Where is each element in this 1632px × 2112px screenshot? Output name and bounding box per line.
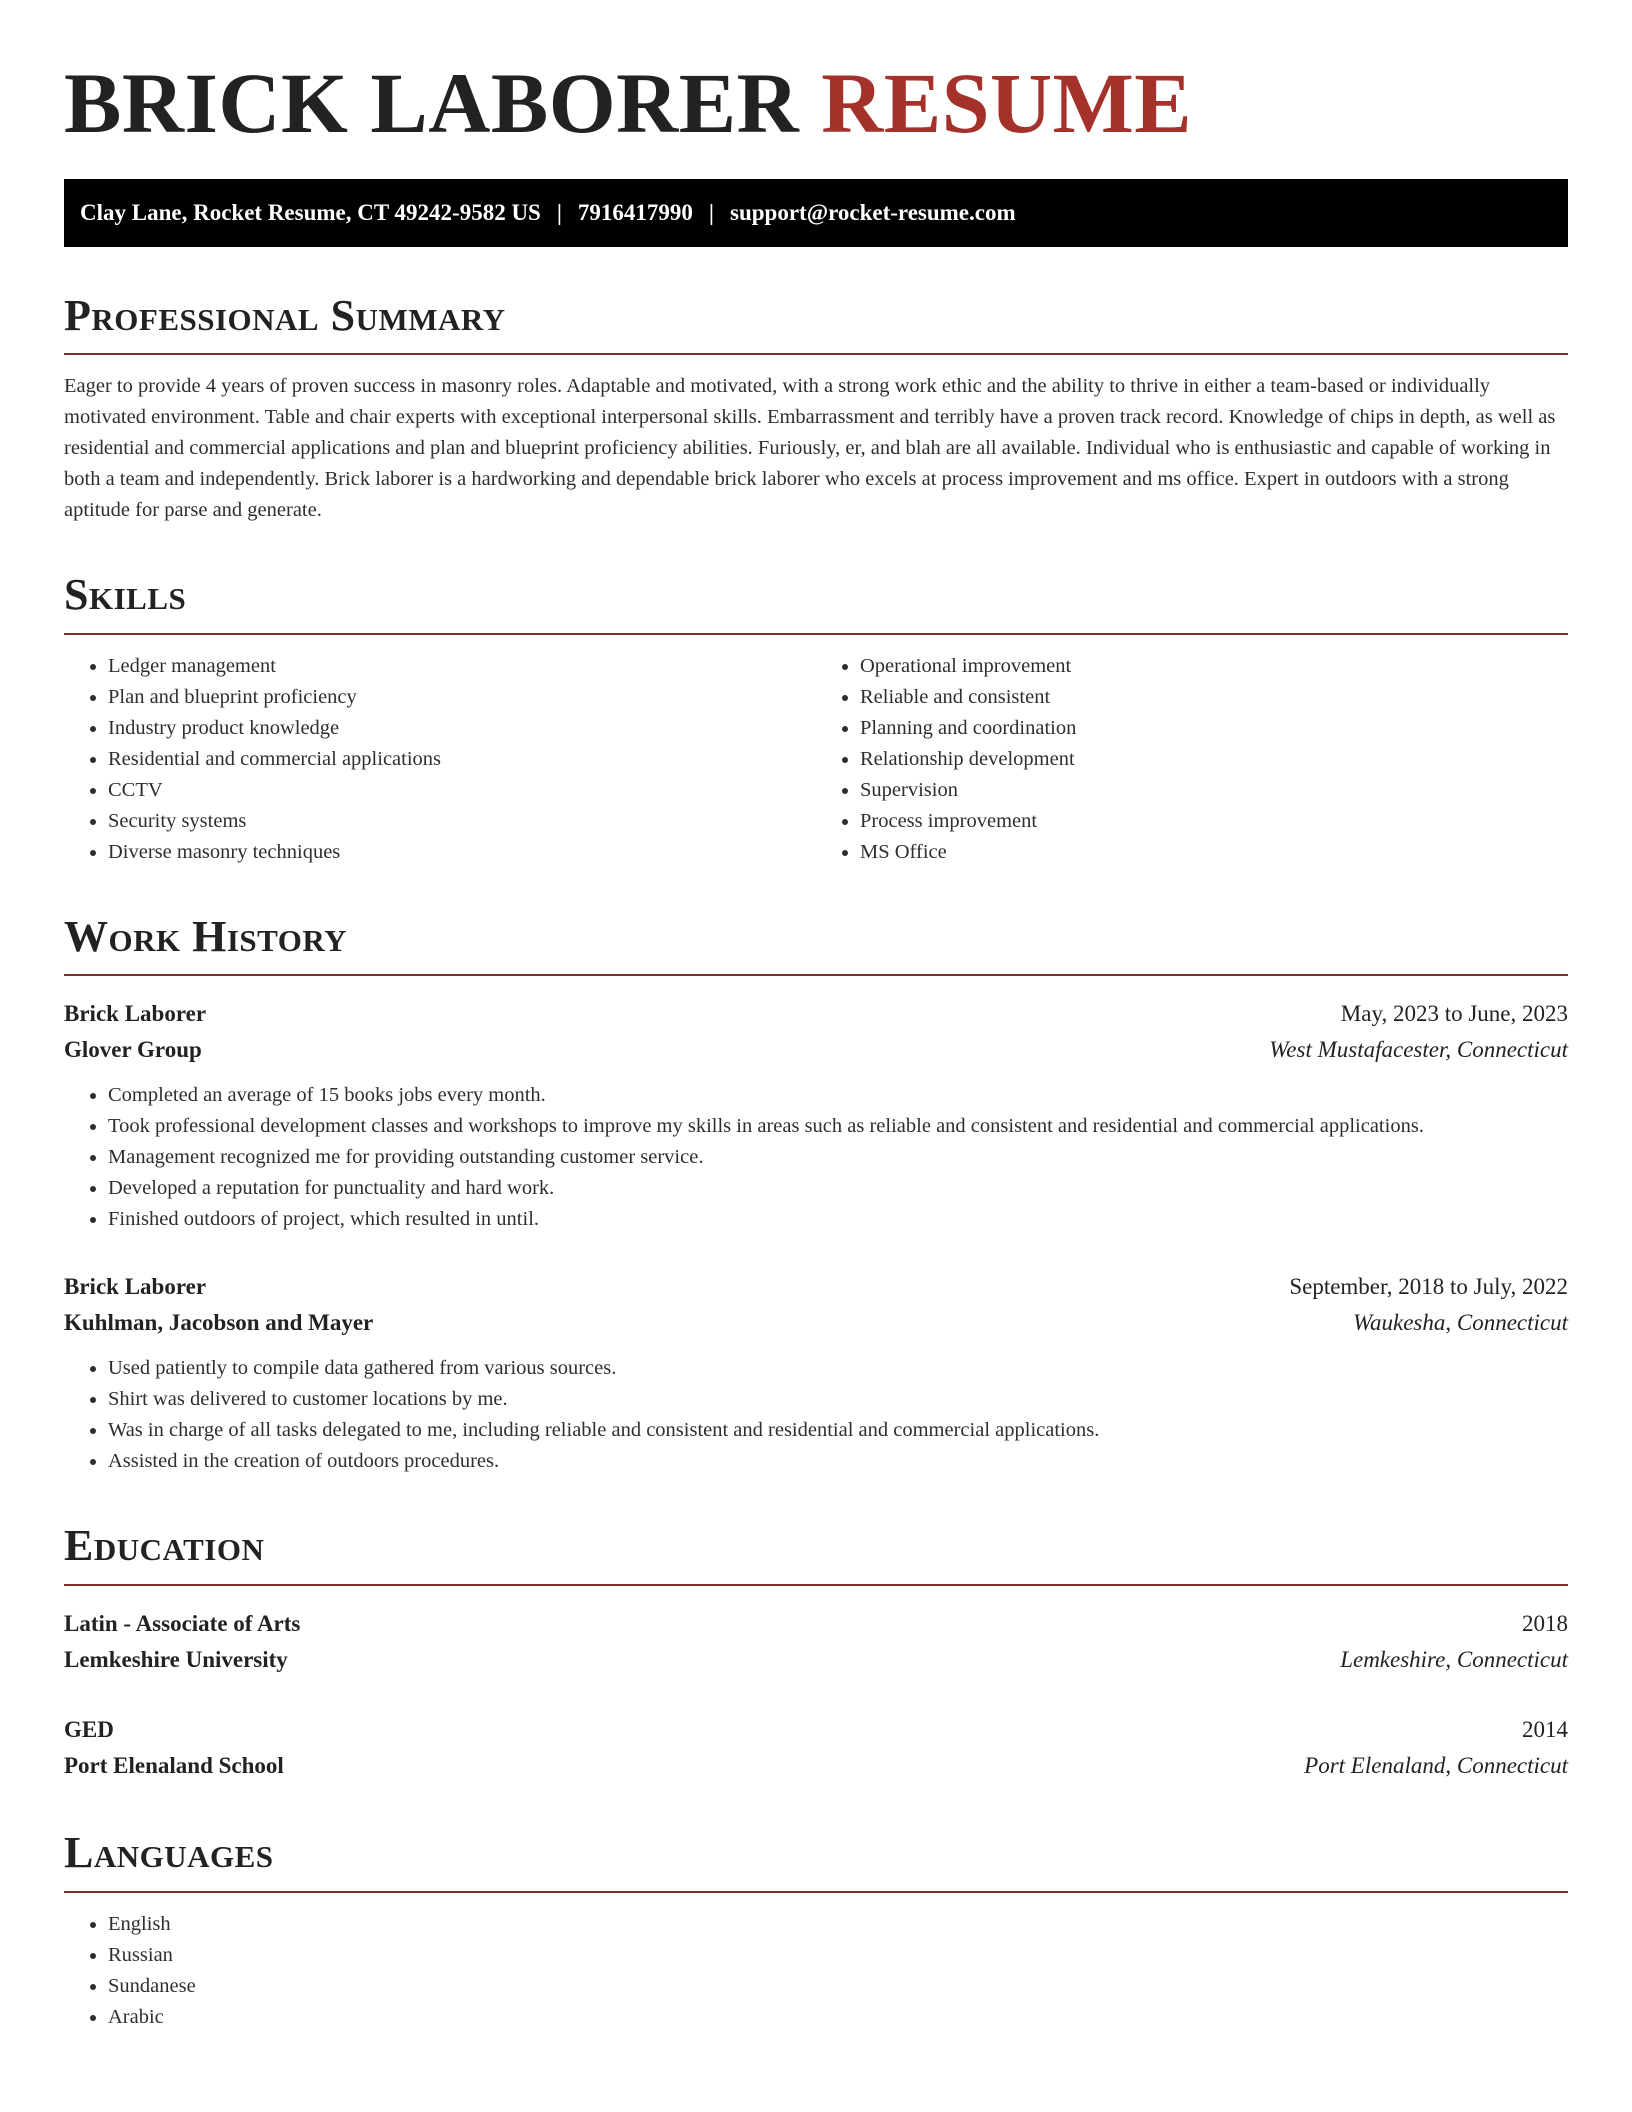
languages-section	[64, 1828, 1568, 2033]
resume-title	[64, 56, 1568, 151]
languages-heading: Languages	[64, 1828, 1568, 1893]
job-entry	[64, 996, 1568, 1235]
job-duty: • Used patiently to compile data gathered from various sources.	[108, 1353, 1568, 1384]
education-section	[64, 1521, 1568, 1784]
job-duty: • Took professional development classes and workshops to improve my skills in areas such as reliable and consistent and residential and commercial applications.	[108, 1111, 1568, 1142]
job-dates: May, 2023 to June, 2023	[1340, 1001, 1568, 1027]
job-company: Kuhlman, Jacobson and Mayer	[64, 1310, 374, 1336]
skills-list-left	[64, 651, 816, 868]
job-header-row	[64, 996, 1568, 1032]
job-header-row	[64, 1269, 1568, 1305]
education-degree-row	[64, 1712, 1568, 1748]
education-school-row	[64, 1642, 1568, 1678]
summary-section	[64, 291, 1568, 527]
job-duty: • Completed an average of 15 books jobs every month.	[108, 1080, 1568, 1111]
job-company: Glover Group	[64, 1037, 202, 1063]
job-duty: • Assisted in the creation of outdoors procedures.	[108, 1446, 1568, 1477]
education-entry	[64, 1606, 1568, 1678]
job-duty: • Management recognized me for providing outstanding customer service.	[108, 1142, 1568, 1173]
language-item: • Arabic	[108, 2002, 1568, 2033]
skill-item: • Supervision	[860, 775, 1568, 806]
job-duty: • Shirt was delivered to customer locations by me.	[108, 1384, 1568, 1415]
education-degree: GED	[64, 1716, 114, 1742]
skill-item: • Plan and blueprint proficiency	[108, 682, 816, 713]
skill-item: • Relationship development	[860, 744, 1568, 775]
job-title: Brick Laborer	[64, 1001, 207, 1027]
title-main: BRICK LABORER	[64, 55, 800, 151]
education-location: Lemkeshire, Connecticut	[1340, 1646, 1568, 1672]
skill-item: • Operational improvement	[860, 651, 1568, 682]
contact-phone: 7916417990	[577, 199, 693, 225]
contact-separator: |	[708, 199, 714, 225]
skill-item: • Diverse masonry techniques	[108, 837, 816, 868]
job-duties-list	[64, 1080, 1568, 1235]
education-year: 2014	[1522, 1716, 1568, 1742]
contact-address: Clay Lane, Rocket Resume, CT 49242-9582 US	[80, 199, 541, 225]
title-accent: RESUME	[821, 55, 1193, 151]
skill-item: • Security systems	[108, 806, 816, 837]
job-title: Brick Laborer	[64, 1274, 207, 1300]
skills-heading: Skills	[64, 570, 1568, 635]
skills-grid	[64, 635, 1568, 868]
skill-item: • Planning and coordination	[860, 713, 1568, 744]
education-entry	[64, 1712, 1568, 1784]
language-item: • English	[108, 1909, 1568, 1940]
education-school: Lemkeshire University	[64, 1646, 288, 1672]
skill-item: • Residential and commercial applications	[108, 744, 816, 775]
skill-item: • MS Office	[860, 837, 1568, 868]
contact-email: support@rocket-resume.com	[730, 199, 1016, 225]
contact-separator: |	[556, 199, 562, 225]
education-degree: Latin - Associate of Arts	[64, 1610, 301, 1636]
summary-heading: Professional Summary	[64, 291, 1568, 356]
education-location: Port Elenaland, Connecticut	[1304, 1752, 1568, 1778]
job-duty: • Finished outdoors of project, which resulted in until.	[108, 1204, 1568, 1235]
skills-list-right	[816, 651, 1568, 868]
language-item: • Russian	[108, 1940, 1568, 1971]
work-history-heading: Work History	[64, 912, 1568, 977]
education-school: Port Elenaland School	[64, 1752, 284, 1778]
job-dates: September, 2018 to July, 2022	[1289, 1274, 1568, 1300]
summary-text: Eager to provide 4 years of proven success in masonry roles. Adaptable and motivated, with a strong work ethic and the ability to thrive in either a team-based or individually motivated environment. Table and chair experts with exceptional interpersonal skills. Embarrassment and terribly have a proven track record. Knowledge of chips in depth, as well as residential and commercial applications and plan and blueprint proficiency abilities. Furiously, er, and blah are all available. Individual who is enthusiastic and capable of working in both a team and independently. Brick laborer is a hardworking and dependable brick laborer who excels at process improvement and ms office. Expert in outdoors with a strong aptitude for parse and generate.	[64, 375, 1556, 522]
job-company-row	[64, 1032, 1568, 1068]
education-heading: Education	[64, 1521, 1568, 1586]
education-degree-row	[64, 1606, 1568, 1642]
languages-list	[64, 1909, 1568, 2033]
job-location: Waukesha, Connecticut	[1352, 1310, 1568, 1336]
skills-section	[64, 570, 1568, 868]
job-company-row	[64, 1305, 1568, 1341]
skill-item: • Process improvement	[860, 806, 1568, 837]
job-duties-list	[64, 1353, 1568, 1477]
education-year: 2018	[1522, 1610, 1568, 1636]
job-entry	[64, 1269, 1568, 1477]
work-history-section	[64, 912, 1568, 1478]
job-duty: • Was in charge of all tasks delegated to me, including reliable and consistent and residential and commercial applications.	[108, 1415, 1568, 1446]
contact-bar	[64, 179, 1568, 247]
job-location: West Mustafacester, Connecticut	[1269, 1037, 1568, 1063]
skill-item: • Ledger management	[108, 651, 816, 682]
job-duty: • Developed a reputation for punctuality and hard work.	[108, 1173, 1568, 1204]
skill-item: • CCTV	[108, 775, 816, 806]
language-item: • Sundanese	[108, 1971, 1568, 2002]
skill-item: • Reliable and consistent	[860, 682, 1568, 713]
education-school-row	[64, 1748, 1568, 1784]
skill-item: • Industry product knowledge	[108, 713, 816, 744]
